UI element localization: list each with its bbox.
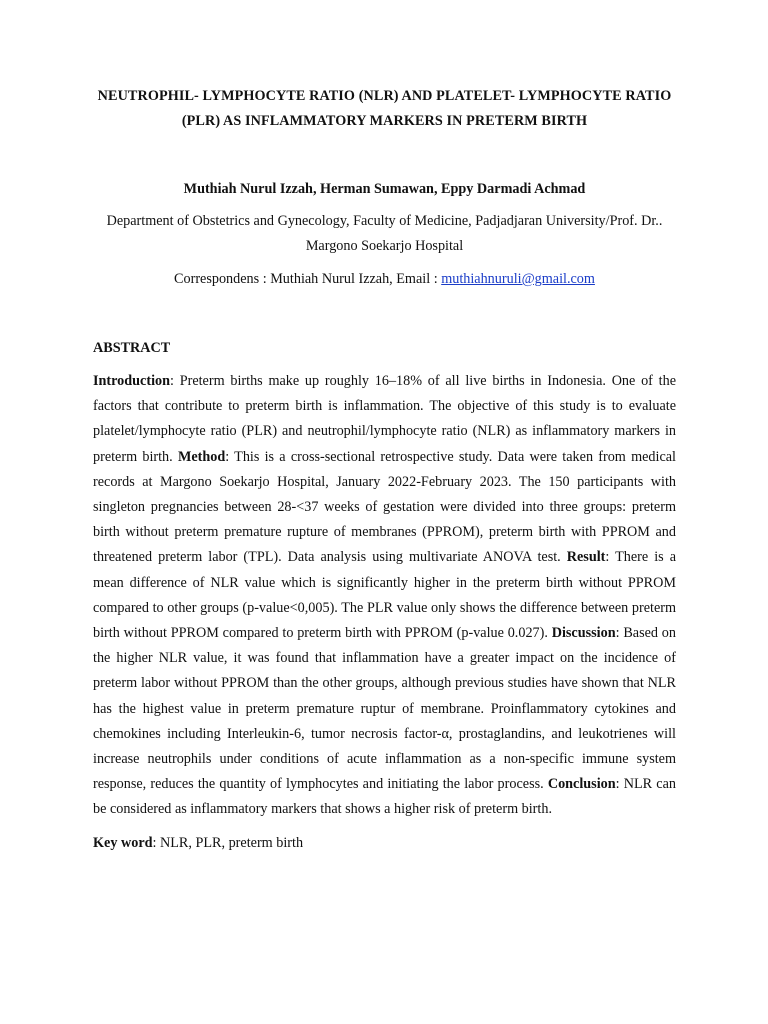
- introduction-text: : Preterm births make up roughly 16–18% of all live births in Indonesia. One of the factors that contribute to preterm birth is inflammation. The objective of this study is to evaluate platelet/lymphocyte ratio (PLR) and neutrophil/lymphocyte ratio (NLR) as inflammatory markers in preterm birth.: [93, 373, 676, 465]
- email-link[interactable]: muthiahnuruli@gmail.com: [441, 271, 595, 287]
- method-label: Method: [177, 448, 226, 465]
- paper-title: NEUTROPHIL- LYMPHOCYTE RATIO (NLR) AND PLATELET- LYMPHOCYTE RATIO (PLR) AS INFLAMMATORY MARKERS IN PRETERM BIRTH: [97, 88, 672, 129]
- abstract-body: [93, 369, 676, 823]
- conclusion-label: Conclusion: [547, 776, 616, 793]
- keywords-line: [93, 833, 676, 853]
- method-text: : This is a cross-sectional retrospective study. Data were taken from medical records at Margono Soekarjo Hospital, January 2022-February 2023. The 150 participants with singleton pregnancies between 28-<37 weeks of gestation were divided into three groups: preterm birth without preterm premature rupture of membranes (PPROM), preterm birth with PPROM and threatened preterm labor (TPL). Data analysis using multivariate ANOVA test.: [93, 448, 676, 566]
- keywords-label: Key word: [93, 834, 153, 851]
- keywords-text: : NLR, PLR, preterm birth: [152, 834, 304, 851]
- paper-page: [93, 84, 676, 853]
- affiliation: Department of Obstetrics and Gynecology, Faculty of Medicine, Padjadjaran University/Prof. Dr.. Margono Soekarjo Hospital: [106, 213, 663, 254]
- author-list: Muthiah Nurul Izzah, Herman Sumawan, Eppy Darmadi Achmad: [183, 181, 586, 197]
- conclusion-text: : NLR can be considered as inflammatory markers that shows a higher risk of preterm birth.: [93, 776, 676, 818]
- result-label: Result: [566, 549, 606, 566]
- discussion-text: : Based on the higher NLR value, it was found that inflammation have a greater impact on the incidence of preterm labor without PPROM than the other groups, although previous studies have shown that NLR has the highest value in preterm premature ruptur of membrane. Proinflammatory cytokines and chemokines including Interleukin-6, tumor necrosis factor-α, prostaglandins, and leukotrienes will increase neutrophils under conditions of acute inflammation as a non-specific immune system response, reduces the quantity of lymphocytes and initiating the labor process.: [93, 625, 676, 793]
- correspondence-label: Correspondens : Muthiah Nurul Izzah, Email :: [174, 271, 442, 287]
- introduction-label: Introduction: [93, 373, 170, 389]
- correspondence-line: [93, 269, 676, 289]
- result-text: : There is a mean difference of NLR value which is significantly higher in the preterm birth without PPROM compared to other groups (p-value<0,005). The PLR value only shows the difference between preterm birth without PPROM compared to preterm birth with PPROM (p-value 0.027).: [93, 549, 676, 642]
- abstract-heading: ABSTRACT: [93, 340, 171, 356]
- discussion-label: Discussion: [551, 625, 616, 642]
